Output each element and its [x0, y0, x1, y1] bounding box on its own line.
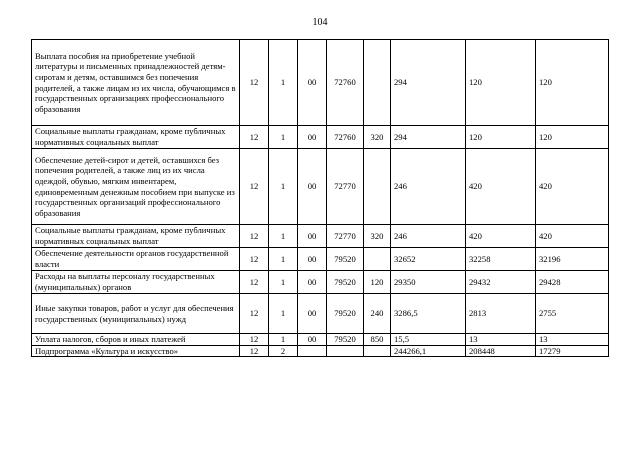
- amount-year-1: 29350: [391, 271, 466, 294]
- amount-year-1: 3286,5: [391, 294, 466, 334]
- row-description: Обеспечение детей-сирот и детей, оставшихся без попечения родителей, а также лиц из их числа одеждой, обувью, мягким инвентарем, единовременным денежным пособием при выпуске из государственных организаций профессионального образования: [32, 149, 240, 225]
- amount-year-2: 13: [466, 334, 536, 346]
- subsection-code: 1: [269, 126, 298, 149]
- row-description: Выплата пособия на приобретение учебной литературы и письменных принадлежностей детям-сиротам и детям, оставшимся без попечения родителей, а также лицам из их числа, обучающимся в государственных организациях профессионального образования: [32, 40, 240, 126]
- row-description: Социальные выплаты гражданам, кроме публичных нормативных социальных выплат: [32, 225, 240, 248]
- amount-year-2: 120: [466, 40, 536, 126]
- section-code: 12: [240, 40, 269, 126]
- amount-year-1: 32652: [391, 248, 466, 271]
- section-code: 12: [240, 271, 269, 294]
- table-row: [32, 334, 609, 346]
- target-article-code: 79520: [327, 248, 364, 271]
- table-row: [32, 149, 609, 225]
- target-article-code: [327, 345, 364, 357]
- table-row: [32, 271, 609, 294]
- subsection-code: 2: [269, 345, 298, 357]
- expense-type-code: 120: [364, 271, 391, 294]
- amount-year-2: 208448: [466, 345, 536, 357]
- amount-year-2: 420: [466, 225, 536, 248]
- amount-year-3: 120: [536, 126, 609, 149]
- program-code: 00: [298, 40, 327, 126]
- subsection-code: 1: [269, 40, 298, 126]
- section-code: 12: [240, 225, 269, 248]
- subsection-code: 1: [269, 149, 298, 225]
- target-article-code: 79520: [327, 294, 364, 334]
- expense-type-code: [364, 149, 391, 225]
- amount-year-1: 294: [391, 40, 466, 126]
- section-code: 12: [240, 126, 269, 149]
- amount-year-3: 17279: [536, 345, 609, 357]
- amount-year-2: 2813: [466, 294, 536, 334]
- expense-type-code: 240: [364, 294, 391, 334]
- program-code: 00: [298, 149, 327, 225]
- expense-type-code: 850: [364, 334, 391, 346]
- amount-year-3: 32196: [536, 248, 609, 271]
- amount-year-1: 15,5: [391, 334, 466, 346]
- program-code: 00: [298, 248, 327, 271]
- target-article-code: 72760: [327, 126, 364, 149]
- table-row: [32, 294, 609, 334]
- section-code: 12: [240, 334, 269, 346]
- amount-year-1: 246: [391, 149, 466, 225]
- expense-type-code: [364, 345, 391, 357]
- row-description: Расходы на выплаты персоналу государственных (муниципальных) органов: [32, 271, 240, 294]
- row-description: Обеспечение деятельности органов государственной власти: [32, 248, 240, 271]
- target-article-code: 72770: [327, 225, 364, 248]
- amount-year-1: 294: [391, 126, 466, 149]
- section-code: 12: [240, 248, 269, 271]
- program-code: 00: [298, 225, 327, 248]
- table-row: [32, 126, 609, 149]
- page-number: 104: [312, 17, 328, 28]
- subsection-code: 1: [269, 248, 298, 271]
- row-description: Подпрограмма «Культура и искусство»: [32, 345, 240, 357]
- subsection-code: 1: [269, 334, 298, 346]
- amount-year-2: 420: [466, 149, 536, 225]
- section-code: 12: [240, 294, 269, 334]
- amount-year-3: 2755: [536, 294, 609, 334]
- amount-year-2: 32258: [466, 248, 536, 271]
- subsection-code: 1: [269, 225, 298, 248]
- row-description: Уплата налогов, сборов и иных платежей: [32, 334, 240, 346]
- expense-type-code: 320: [364, 126, 391, 149]
- amount-year-1: 246: [391, 225, 466, 248]
- amount-year-3: 29428: [536, 271, 609, 294]
- expense-type-code: [364, 248, 391, 271]
- section-code: 12: [240, 345, 269, 357]
- row-description: Социальные выплаты гражданам, кроме публичных нормативных социальных выплат: [32, 126, 240, 149]
- target-article-code: 72760: [327, 40, 364, 126]
- amount-year-3: 120: [536, 40, 609, 126]
- expense-type-code: 320: [364, 225, 391, 248]
- amount-year-2: 120: [466, 126, 536, 149]
- program-code: 00: [298, 294, 327, 334]
- expense-type-code: [364, 40, 391, 126]
- target-article-code: 79520: [327, 334, 364, 346]
- amount-year-2: 29432: [466, 271, 536, 294]
- row-description: Иные закупки товаров, работ и услуг для обеспечения государственных (муниципальных) нужд: [32, 294, 240, 334]
- amount-year-3: 420: [536, 225, 609, 248]
- budget-table: [31, 39, 609, 357]
- amount-year-3: 13: [536, 334, 609, 346]
- program-code: 00: [298, 271, 327, 294]
- program-code: [298, 345, 327, 357]
- target-article-code: 72770: [327, 149, 364, 225]
- table-row: [32, 40, 609, 126]
- target-article-code: 79520: [327, 271, 364, 294]
- program-code: 00: [298, 126, 327, 149]
- subsection-code: 1: [269, 294, 298, 334]
- amount-year-3: 420: [536, 149, 609, 225]
- section-code: 12: [240, 149, 269, 225]
- table-row: [32, 248, 609, 271]
- table-row: [32, 225, 609, 248]
- amount-year-1: 244266,1: [391, 345, 466, 357]
- subsection-code: 1: [269, 271, 298, 294]
- program-code: 00: [298, 334, 327, 346]
- table-row: [32, 345, 609, 357]
